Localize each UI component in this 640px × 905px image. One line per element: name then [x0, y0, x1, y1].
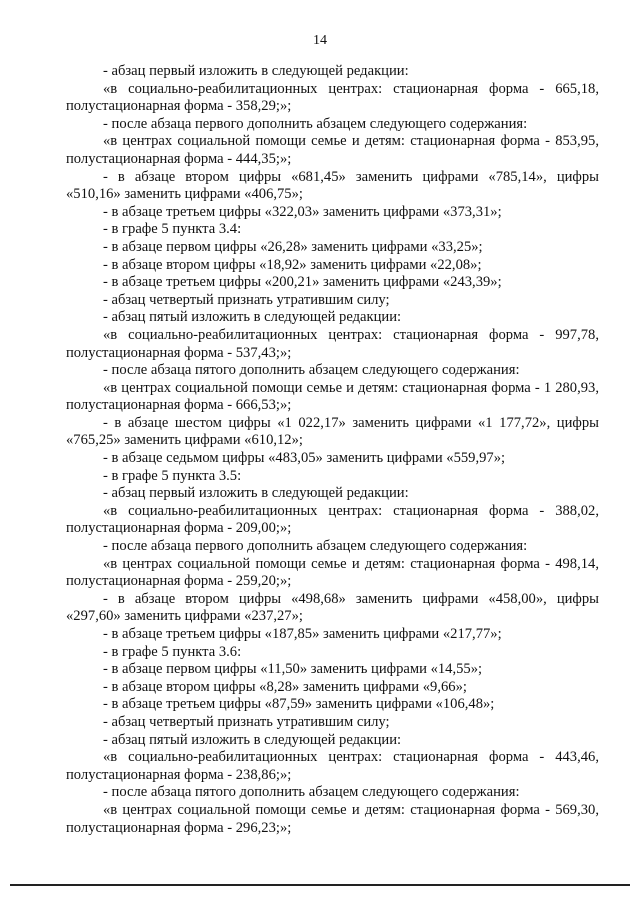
amendment-paragraph: - в графе 5 пункта 3.4: — [103, 221, 242, 238]
amendment-paragraph: - после абзаца первого дополнить абзацем следующего содержания: — [103, 538, 528, 555]
amendment-paragraph: - в абзаце третьем цифры «322,03» заменить цифрами «373,31»; — [103, 203, 502, 220]
amendment-paragraph: - в графе 5 пункта 3.6: — [103, 643, 242, 660]
amendment-paragraph: «в социально-реабилитационных центрах: стационарная форма - 388,02, полустационарная форма - 209,00;»; — [66, 502, 599, 537]
amendment-paragraph: - абзац первый изложить в следующей редакции: — [103, 63, 409, 79]
bottom-rule — [10, 884, 630, 886]
amendment-paragraph: - абзац пятый изложить в следующей редакции: — [103, 731, 402, 748]
amendment-paragraph: - в абзаце шестом цифры «1 022,17» заменить цифрами «1 177,72», цифры «765,25» заменить цифрами «610,12»; — [66, 414, 599, 449]
amendment-paragraph: - после абзаца пятого дополнить абзацем следующего содержания: — [103, 362, 520, 379]
amendment-paragraph: - абзац четвертый признать утратившим силу; — [103, 291, 390, 308]
amendment-paragraph: «в социально-реабилитационных центрах: стационарная форма - 665,18, полустационарная форма - 358,29;»; — [66, 80, 599, 115]
amendment-paragraph: - абзац пятый изложить в следующей редакции: — [103, 309, 402, 326]
amendment-paragraph: «в центрах социальной помощи семье и детям: стационарная форма - 498,14, полустационарная форма - 259,20;»; — [66, 555, 599, 590]
amendment-paragraph: - в абзаце третьем цифры «187,85» заменить цифрами «217,77»; — [103, 626, 502, 642]
amendment-paragraph: - в графе 5 пункта 3.5: — [103, 467, 242, 484]
amendment-paragraph: - в абзаце втором цифры «498,68» заменить цифрами «458,00», цифры «297,60» заменить цифрами «237,27»; — [66, 590, 599, 625]
amendment-paragraph: - в абзаце втором цифры «681,45» заменить цифрами «785,14», цифры «510,16» заменить цифрами «406,75»; — [66, 168, 599, 203]
amendment-paragraph: - в абзаце первом цифры «26,28» заменить цифрами «33,25»; — [103, 238, 483, 255]
amendment-paragraph: «в социально-реабилитационных центрах: стационарная форма - 997,78, полустационарная форма - 537,43;»; — [66, 326, 599, 361]
page-number: 14 — [313, 33, 327, 48]
amendment-paragraph: «в центрах социальной помощи семье и детям: стационарная форма - 853,95, полустационарная форма - 444,35;»; — [66, 133, 599, 167]
amendment-paragraph: - в абзаце втором цифры «8,28» заменить цифрами «9,66»; — [103, 678, 467, 695]
amendment-paragraph: «в центрах социальной помощи семье и детям: стационарная форма - 569,30, полустационарная форма - 296,23;»; — [66, 801, 599, 836]
amendment-paragraph: - в абзаце третьем цифры «87,59» заменить цифрами «106,48»; — [103, 696, 495, 713]
document-body — [66, 63, 599, 837]
amendment-paragraph: - после абзаца пятого дополнить абзацем следующего содержания: — [103, 784, 520, 801]
amendment-paragraph: - в абзаце втором цифры «18,92» заменить цифрами «22,08»; — [103, 256, 482, 273]
amendment-paragraph: - в абзаце первом цифры «11,50» заменить цифрами «14,55»; — [103, 661, 483, 678]
amendment-paragraph: - абзац четвертый признать утратившим силу; — [103, 713, 390, 730]
amendment-paragraph: - в абзаце третьем цифры «200,21» заменить цифрами «243,39»; — [103, 274, 502, 291]
amendment-paragraph: - в абзаце седьмом цифры «483,05» заменить цифрами «559,97»; — [103, 450, 506, 467]
amendment-paragraph: - после абзаца первого дополнить абзацем следующего содержания: — [103, 115, 528, 132]
amendment-paragraph: «в центрах социальной помощи семье и детям: стационарная форма - 1 280,93, полустационарная форма - 666,53;»; — [66, 379, 599, 414]
amendment-paragraph: «в социально-реабилитационных центрах: стационарная форма - 443,46, полустационарная форма - 238,86;»; — [66, 749, 599, 783]
amendment-paragraph: - абзац первый изложить в следующей редакции: — [103, 485, 409, 502]
